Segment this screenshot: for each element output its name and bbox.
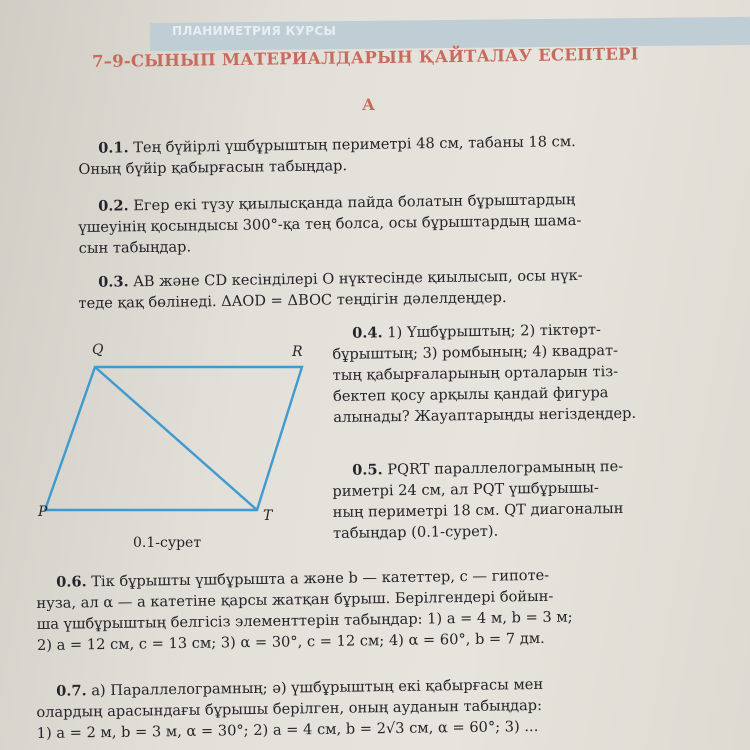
problem-number: 0.3. bbox=[98, 273, 129, 291]
problem-text: ша үшбұрыштың белгісіз элементтерін табыңдар: 1) a = 4 м, b = 3 м; bbox=[36, 608, 573, 633]
vertex-label-p: P bbox=[38, 504, 48, 520]
problem-text: 2) a = 12 см, c = 13 см; 3) α = 30°, c = 12 см; 4) α = 60°, b = 7 дм. bbox=[36, 629, 545, 654]
problem-text: олардың арасындағы бұрышы берілген, оның ауданын табыңдар: bbox=[36, 696, 543, 721]
problem-0-6 bbox=[36, 565, 573, 656]
vertex-label-t: T bbox=[263, 508, 273, 524]
problem-text: табыңдар (0.1-сурет). bbox=[332, 522, 499, 542]
problem-text: бұрыштың; 3) ромбының; 4) квадрат- bbox=[332, 342, 619, 363]
problem-text: ның периметрі 18 см. QT диагоналын bbox=[332, 499, 624, 521]
problem-0-7 bbox=[36, 674, 544, 744]
problem-number: 0.2. bbox=[98, 197, 129, 215]
problem-text: Тік бұрышты үшбұрышта a және b — катеттер, c — гипоте- bbox=[91, 566, 550, 591]
vertex-label-r: R bbox=[292, 344, 303, 360]
problem-text: 1) Үшбұрыштың; 2) тіктөрт- bbox=[387, 321, 602, 342]
problem-text: Егер екі түзу қиылысқанда пайда болатын бұрыштардың bbox=[133, 191, 576, 215]
problem-number: 0.5. bbox=[352, 461, 383, 479]
vertex-label-q: Q bbox=[92, 342, 104, 358]
problem-number: 0.6. bbox=[56, 573, 87, 591]
problem-text: 1) a = 2 м, b = 3 м, α = 30°; 2) a = 4 см, b = 2√3 см, α = 60°; 3) ... bbox=[36, 717, 539, 742]
problem-number: 0.1. bbox=[98, 139, 129, 157]
problem-text: Оның бүйір қабырғасын табыңдар. bbox=[78, 157, 348, 178]
problem-text: алынады? Жауаптарыңды негіздеңдер. bbox=[333, 404, 637, 426]
problem-text: бектеп қосу арқылы қандай фигура bbox=[332, 384, 609, 405]
problem-text: теде қақ бөлінеді. ΔAOD = ΔBOC теңдігін дәлелдеңдер. bbox=[78, 289, 507, 312]
problem-text: риметрі 24 см, ал PQT үшбұрышы- bbox=[332, 479, 600, 500]
problem-0-3 bbox=[78, 265, 583, 314]
problem-0-4 bbox=[332, 319, 636, 428]
parallelogram-figure bbox=[25, 335, 325, 565]
section-title: 7–9-СЫНЫП МАТЕРИАЛДАРЫН ҚАЙТАЛАУ ЕСЕПТЕРІ bbox=[91, 44, 639, 72]
parallelogram-pqrt bbox=[45, 367, 302, 510]
part-letter: А bbox=[362, 95, 376, 114]
problem-text: Тең бүйірлі үшбұрыштың периметрі 48 см, табаны 18 см. bbox=[133, 133, 576, 157]
problem-text: нуза, ал α — a катетіне қарсы жатқан бұрыш. Берілгендері бойын- bbox=[36, 587, 554, 612]
figure-caption: 0.1-сурет bbox=[133, 535, 202, 551]
problem-text: сын табыңдар. bbox=[78, 238, 192, 257]
problem-0-2 bbox=[78, 189, 582, 259]
problem-0-1 bbox=[78, 131, 576, 180]
problem-0-5 bbox=[332, 456, 624, 544]
diagonal-qt bbox=[95, 367, 257, 510]
problem-text: AB және CD кесінділері O нүктесінде қиылысып, осы нүк- bbox=[133, 266, 583, 291]
problem-number: 0.7. bbox=[56, 682, 87, 700]
problem-number: 0.4. bbox=[352, 324, 383, 342]
problem-text: үшеуінің қосындысы 300°-қа тең болса, осы бұрыштардың шама- bbox=[78, 211, 582, 236]
problem-text: а) Параллелограмның; ә) үшбұрыштың екі қабырғасы мен bbox=[91, 675, 544, 700]
running-header: ПЛАНИМЕТРИЯ КУРСЫ bbox=[172, 24, 337, 38]
problem-text: PQRT параллелограмының пе- bbox=[387, 457, 624, 479]
problem-text: тың қабырғаларының орталарын тіз- bbox=[332, 363, 619, 384]
